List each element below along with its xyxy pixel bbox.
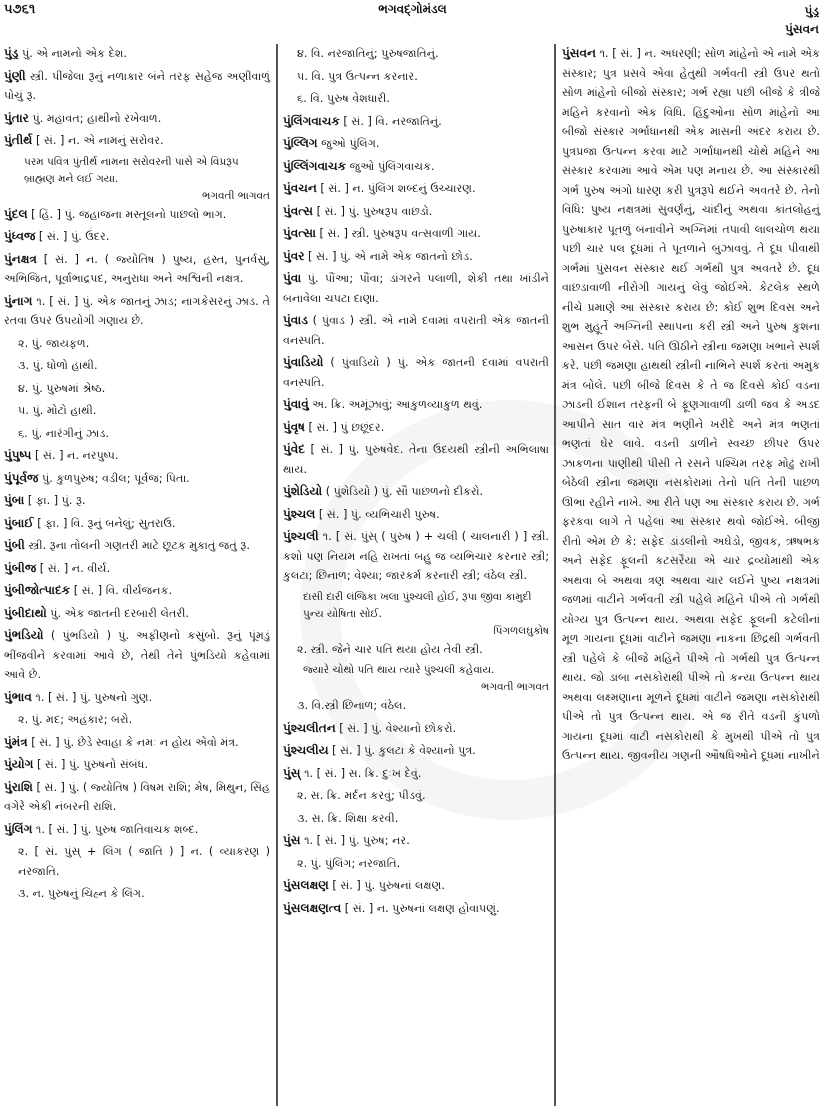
headword: પુંનાગ [4, 293, 33, 308]
dictionary-entry [4, 44, 270, 64]
dictionary-entry [562, 44, 820, 766]
dictionary-entry [283, 311, 549, 350]
sub-sense: ૩. ન. પુરુષનું ચિહ્ન કે લિંગ. [18, 887, 145, 900]
sub-sense: ૨. પું. જાયફળ. [18, 336, 90, 350]
headword: પુંશ્ચલીય [283, 743, 329, 757]
guide-word-top: પુંડ્ર [804, 4, 819, 18]
column-2 [283, 44, 549, 921]
headword: પુંલ્લિંગવાચક [283, 158, 347, 173]
dictionary-entry [283, 134, 549, 154]
definition: [ સં. ] પું. કુલટા કે વેશ્યાનો પુત્ર. [328, 744, 476, 757]
guide-words [785, 2, 819, 38]
headword: પુંરાશિ [4, 779, 33, 794]
definition: સ્ત્રી. પીંજેલા રૂનું નળાકાર બંને તરફ સહેજ અણીવાળું પોચું રૂ. [4, 69, 270, 102]
sub-sense: ૨. સ્ત્રી. જેને ચાર પતિ થયા હોય તેવી સ્ત્રી. [297, 642, 483, 656]
definition: [ સં. ] પું. પુરુષવેદ. તેના ઉદયથી સ્ત્રીની અભિલાષા થાય. [283, 443, 549, 476]
dictionary-entry [283, 157, 549, 177]
headword: પુંદલ [4, 206, 28, 221]
dictionary-entry [283, 764, 549, 784]
quotation-source: ભગવતી ભાગવત [480, 681, 549, 693]
headword: પુંબા [4, 493, 25, 507]
column-1 [4, 44, 270, 907]
headword: પુંબીદાથો [4, 605, 47, 620]
headword: પુંયોગ [4, 757, 34, 771]
definition: પું. એ નામનો એક દેશ. [18, 47, 128, 60]
definition: ૧. [ સં. ] પું. પુરુષ; નર. [300, 834, 410, 847]
definition: [ સં. ] ન. વીર્ય. [36, 561, 111, 575]
headword: પુંબીજ [4, 560, 37, 575]
headword: પુંશ્ચલીતન [283, 720, 336, 735]
definition: પું. કુળપુરુષ; વડીલ; પૂર્વજ; પિતા. [38, 471, 190, 485]
book-title: ભગવદ્ગોમંડલ [378, 2, 447, 16]
dictionary-entry [4, 67, 270, 106]
headword: પુંવા [283, 271, 302, 285]
definition: [ સં. ] ન. પુંલિંગ શબ્દનું ઉચ્ચારણ. [316, 182, 476, 195]
headword: પુંબીજોત્પાદક [4, 583, 71, 597]
definition: ( પુંભડિયો ) પું. અફીણનો કસુંબો. રૂનું પૂંમડું ભીંજવીને કરવામાં આવે છે, તેથી તેને પુંભડિયો કહેવામાં આવે છે. [4, 629, 270, 681]
headword: પુંશેડિયો [283, 484, 323, 498]
quotation: દાસી દારી લંજિકા ખલા પુંશ્ચલી હોઈ, રૂપા જીવા કામુદી પુન્ય યોષિતા સોઈ. [303, 590, 532, 620]
definition: [ સં. ] પું. ( જ્યોતિષ ) વિષમ રાશિ; મેષ, મિથુન, સિંહ વગેરે એકી નંબરની રાશિ. [4, 780, 270, 813]
dictionary-entry [283, 112, 549, 132]
quotation: જ્યારે ચોથો પતિ થાય ત્યારે પુંશ્ચલી કહેવાય. [303, 664, 495, 676]
page-header [0, 0, 825, 44]
dictionary-entry [283, 482, 549, 502]
headword: પુંસલક્ષણ [283, 878, 329, 892]
definition: ૧. [ સં. ] પું. એક જાતનું ઝાડ; નાગકેસરનું ઝાડ. તે રતવા ઉપર ઉપયોગી ગણાય છે. [4, 294, 270, 327]
headword: પુંધ્વજ [4, 229, 36, 243]
dictionary-entry [4, 755, 270, 775]
definition: [ સં. ] વિ. નરજાતિનું. [339, 114, 442, 128]
dictionary-entry [4, 491, 270, 511]
headword: પુંવાડ [283, 313, 308, 327]
dictionary-entry [283, 899, 549, 919]
definition: ૧. [ સં. ] પું. પુરુષનો ગુણ. [31, 690, 153, 704]
quotation-source: ભગવતી ભાગવત [201, 189, 270, 202]
guide-word-bottom: પુંસવન [785, 22, 819, 36]
headword: પુંવેદ [283, 442, 305, 456]
headword: પુંશ્ચલ [283, 506, 316, 521]
dictionary-entry [4, 778, 270, 817]
definition: [ ફા. ] વિ. રૂનું બનેલું; સુતરાઉ. [33, 516, 176, 530]
definition: જુઓ પુંલિંગ. [317, 137, 380, 150]
definition: [ સં. ] સ્ત્રી. પુરુષરૂપ વત્સવાળી ગાય. [315, 227, 481, 240]
sub-sense: ૪. વિ. નરજાતિનું; પુરુષજાતિનું. [297, 47, 439, 60]
dictionary-entry [4, 292, 270, 331]
headword: પુંબાઈ [4, 515, 34, 530]
dictionary-entry [283, 418, 549, 438]
dictionary-entry [4, 227, 270, 247]
headword: પુંલિંગ [4, 821, 33, 836]
definition: [ સં. ] પું. વ્યભિચારી પુરુષ. [315, 507, 440, 521]
sub-sense: ૫. વિ. પુત્ર ઉત્પન્ન કરનાર. [297, 69, 418, 83]
dictionary-entry [4, 205, 270, 225]
definition: [ હિં. ] પું. જહાજના મસ્તૂલનો પાછલો ભાગ. [27, 207, 227, 221]
dictionary-entry [4, 604, 270, 624]
dictionary-entry [4, 581, 270, 601]
dictionary-entry [283, 269, 549, 308]
dictionary-entry [283, 395, 549, 415]
definition: ૧. [ સં. પુંસ્ ( પુરુષ ) + ચલી ( ચાલનારી ) ] સ્ત્રી. કશો પણ નિયમ નહિ રાખતાં બહુ જ વ્યભિચાર કરનાર સ્ત્રી; કુલટા; છિનાળ; વેશ્યા; જારકર્મ કરનારી સ્ત્રી; વંઠેલ સ્ત્રી. [283, 530, 549, 582]
headword: પુંબી [4, 538, 25, 552]
headword: પુંસવન [562, 46, 596, 60]
headword: પુંમંત્ર [4, 734, 28, 749]
dictionary-entry [4, 446, 270, 466]
definition: અ. ક્રિ. અમૂંઝાવું; આકુળવ્યાકુળ થવું. [308, 398, 483, 411]
definition: [ સં. ] પું. છેડે સ્વાહા કે નમઃ ન હોય એવો મંત્ર. [27, 735, 239, 749]
quotation: પરમ પવિત્ર પુંતીર્થ નામના સરોવરની પાસે એ વિપ્રરૂપ બ્રાહ્મણ મને લઈ ગયા. [24, 155, 239, 185]
headword: પુંપૂર્વજ [4, 470, 39, 485]
definition: ( પુંવાડ ) સ્ત્રી. એ નામે દવામાં વપરાતી એક જાતની વનસ્પતિ. [283, 314, 549, 347]
headword: પુંવાડિયો [283, 355, 324, 369]
page-number: ૫૭૬૧ [4, 2, 36, 17]
definition: જુઓ પુંલિંગવાચક. [346, 159, 435, 173]
headword: પુંભાવ [4, 689, 32, 704]
dictionary-entry [4, 131, 270, 151]
headword: પુંવૃષ [283, 419, 305, 434]
dictionary-entry [283, 224, 549, 244]
sub-sense: ૨. સ. ક્રિ. મર્દન કરવું; પીડવું. [297, 789, 426, 802]
definition: [ ફા. ] પું. રૂ. [24, 494, 86, 507]
sub-sense: ૩. વિ.સ્ત્રી છિનાળ; વંઠેલ. [297, 699, 407, 712]
headword: પુંતાર [4, 110, 29, 125]
definition: પું. મહાવત; હાથીનો રખેવાળ. [28, 111, 162, 125]
headword: પુંલિંગવાચક [283, 113, 340, 128]
headword: પુંવર [283, 248, 305, 263]
dictionary-entry [283, 876, 549, 896]
headword: પુંપુષ્પ [4, 448, 32, 462]
dictionary-entry [4, 109, 270, 129]
definition: [ સં. ] ન. ( જ્યોતિષ ) પુષ્ય, હસ્ત, પુનર્વસુ, અભિજિત, પૂર્વાભાદ્રપદ, અનુરાધા અને અશ્વિની નક્ષત્ર. [4, 252, 270, 285]
definition: [ સં. ] ન. એ નામનું સરોવર. [32, 134, 164, 147]
sub-sense: ૩. સ. ક્રિ. શિક્ષા કરવી. [297, 811, 399, 825]
dictionary-entry [4, 250, 270, 289]
definition: [ સં. ] વિ. વીર્યજનક. [70, 584, 173, 597]
headword: પુંવત્સ [283, 203, 314, 218]
definition: [ સં. ] પું. પુરુષનાં લક્ષણ. [328, 879, 445, 892]
headword: પુંણી [4, 68, 26, 83]
definition: પું. પૌંઆ; પૌંવા; ડાંગરને પલાળી, શેકી તથા ખાંડીને બનાવેલા ચપટા દાણા. [283, 272, 549, 305]
headword: પુંસ [283, 833, 301, 847]
dictionary-entry [4, 514, 270, 534]
dictionary-entry [283, 719, 549, 739]
headword: પુંસલક્ષણત્વ [283, 900, 342, 915]
definition: [ સં. ] ન. પુરુષનાં લક્ષણ હોવાપણું. [341, 901, 500, 915]
dictionary-entry [283, 527, 549, 586]
dictionary-entry [283, 353, 549, 392]
headword: પુંલ્લિગ [283, 136, 318, 150]
definition: ૧. [ સં. ] ન. અધરણી; સોળ માંહેનો એ નામે એક સંસ્કાર; પુત્ર પ્રસવે એવા હેતુથી ગર્ભવતી સ્ત્રી ઉપર થતો સોળ માંહેનો બીજો સંસ્કાર; ગર્ભ રહ્યા પછી બીજે કે ત્રીજે મહિને કરવાનો એક વિધિ. હિંદુઓના સોળ માંહેનો આ બીજો સંસ્કાર ગર્ભાધાનથી એક માસની અંદર કરાય છે. પુત્રપ્રજા ઉત્પન્ન કરવા માટે ગર્ભાધાનથી ચોથે મહિને આ સંસ્કાર કરવામાં આવે એમ પણ મનાય છે. આ સંસ્કારથી ગર્ભ પુરુષ અંગો ધારણ કરી પુત્રરૂપે થઈને અવતરે છે. તેનો વિધિ: પુષ્ય નક્ષત્રમાં સુવર્ણનું, ચાંદીનું અથવા કાંતલોહનું પુરુષાકાર પૂતળું બનાવીને અગ્નિમાં તપાવી લાલચોળ થયા પછી ચાર પલ દૂધમાં તે પૂતળાને બુઝાવવું. તે દૂધ પીવાથી ગર્ભમાં પુંસવન સંસ્કાર થઈ ગર્ભથી પુત્ર અવતરે છે. દૂધ વાછડાવાળી નીરોગી ગાયનું લેવું જોઈએ. કેટલેક સ્થળે નીચે પ્રમાણે આ સંસ્કાર કરાય છે: કોઈ શુભ દિવસ અને શુભ મુહૂર્તે અગ્નિની સ્થાપના કરી સ્ત્રી અને પુરુષ કુશના આસન ઉપર બેસે. પતિ ઊઠીને સ્ત્રીના જમણા ખભાને સ્પર્શ કરે. પછી જમણા હાથથી સ્ત્રીની નાભિને સ્પર્શ કરતાં અમુક મંત્ર બોલે. પછી બીજે દિવસ કે તે જ દિવસે કોઈ વડના ઝાડની ઈશાન તરફની બે ફૂણગાવાળી ડાળી જવ કે અડદ આપીને સાત વાર મંત્ર ભણીને ખરીદે અને મંત્ર ભણતાં ભણતાં ઘેર લાવે. વડની ડાળીને સ્વચ્છ છીપર ઉપર ઝાકળના પાણીથી પીસી તે રસને પશ્ચિમ તરફ મોઢું રાખી બેઠેલી સ્ત્રીના જમણા નસકોરામાં તેનો પતિ તેની પાછળ ઊભા રહીને નાખે. આ રીતે પણ આ સંસ્કાર કરાય છે. ગર્ભ ફરકવા લાગે તે પહેલાં આ સંસ્કાર થવો જોઈએ. બીજી રીતો એમ છે કે: સફેદ ડાંડલીનો અઘેડો, જીવક, ઋષભક અને સફેદ ફૂલની કટસરૈયા એ ચાર દ્રવ્યોમાંથી એક અથવા બે અથવા ત્રણ અથવા ચાર લઈને પુષ્ય નક્ષત્રમાં જળમાં વાટીને ગર્ભવતી સ્ત્રી પહેલે મહિને પીએ તો ગર્ભથી યોગ્ય પુત્ર ઉત્પન્ન થાય. અથવા સફેદ ફૂલની કટેલીનાં મૂળ ગાયના દૂધમાં વાટીને જમણા નાકના છિદ્રથી ગર્ભવતી સ્ત્રી પહેલે કે બીજે મહિને પીએ તો ગર્ભથી પુત્ર ઉત્પન્ન થાય. જો ડાબા નસકોરાથી પીએ તો કન્યા ઉત્પન્ન થાય અથવા લક્ષ્મણાના મૂળને દૂધમાં વાટીને જમણા નસકોરાથી પીએ તો પુત્ર ઉત્પન્ન થાય. એ જ રીતે વડની કુંપળો ગાયના દૂધમાં વાટી નસકોરાથી કે મુખથી પીએ તો પુત્ર ઉત્પન્ન થાય. જીવનીય ગણની ઔષધિઓને દૂધમાં નાખીને [562, 47, 820, 762]
sub-sense: ૨. પું. મદ; અહંકાર; બરો. [18, 713, 133, 726]
dictionary-entry [283, 505, 549, 525]
headword: પુંડ્ર [4, 46, 19, 60]
definition: [ સં. ] પું. ઉંદર. [35, 230, 110, 243]
definition: [ સં. ] પું. પુરુષરૂપ વાછડો. [313, 204, 433, 218]
dictionary-entry [4, 733, 270, 753]
definition: [ સં. ] ન. નરપુષ્પ. [31, 449, 119, 462]
sub-sense: ૪. પું. પુરુષમાં શ્રેષ્ઠ. [18, 381, 106, 395]
dictionary-entry [4, 469, 270, 489]
definition: ( પુંશેડિયો ) પું. સૌ પાછળનો દીકરો. [322, 485, 484, 498]
definition: [ સં. ] પું. પુરુષનો સંબંધ. [33, 758, 149, 771]
headword: પુંવચન [283, 181, 317, 195]
definition: [ સં. ] પું છછૂંદર. [304, 420, 385, 434]
dictionary-entry [4, 559, 270, 579]
definition: [ સં. ] પું. વેશ્યાનો છોકરો. [335, 721, 457, 735]
definition: ૧. [ સં. ] સ. ક્રિ. દુઃખ દેવું. [300, 766, 422, 780]
sub-sense: ૬. પું. નારંગીનું ઝાડ. [18, 426, 109, 440]
headword: પુંભડિયો [4, 628, 44, 642]
sub-sense: ૨. પું. પુંલિંગ; નરજાતિ. [297, 856, 401, 870]
definition: સ્ત્રી. રૂના તોલની ગણતરી માટે છૂટક મુકાતું જતું રૂ. [24, 539, 250, 552]
definition: પું. એક જાતની દરબારી લેતરી. [46, 606, 189, 620]
headword: પુંનક્ષત્ર [4, 251, 37, 266]
definition: [ સં. ] પું. એ નામે એક જાતનો છોડ. [304, 249, 473, 263]
definition: ૧. [ સં. ] પું. પુરુષ જાતિવાચક શબ્દ. [32, 822, 199, 836]
column-divider [276, 44, 278, 1106]
sub-sense: ૬. વિ. પુરુષ વેશધારી. [297, 92, 390, 105]
dictionary-entry [4, 820, 270, 840]
dictionary-entry [4, 626, 270, 685]
dictionary-entry [283, 440, 549, 479]
sub-sense: ૩. પું. ધોળો હાથી. [18, 359, 98, 372]
column-3 [562, 44, 820, 769]
dictionary-entry [283, 179, 549, 199]
headword: પુંતીર્થ [4, 133, 33, 147]
sub-sense: ૨. [ સં. પુંસ્ + લિંગ ( જાતિ ) ] ન. ( વ્યાકરણ ) નરજાતિ. [18, 845, 270, 878]
sub-sense: ૫. પું. મોટો હાથી. [18, 404, 97, 417]
definition: ( પુંવાડિયો ) પું. એક જાતની દવામાં વપરાતી વનસ્પતિ. [283, 356, 549, 389]
dictionary-entry [283, 831, 549, 851]
headword: પુંવત્સા [283, 226, 316, 240]
dictionary-entry [283, 247, 549, 267]
dictionary-entry [4, 536, 270, 556]
column-divider [554, 44, 556, 1106]
headword: પુંવાવું [283, 397, 309, 411]
quotation-source: પિંગળલઘુકોષ [493, 624, 549, 637]
dictionary-entry [283, 741, 549, 761]
dictionary-entry [4, 688, 270, 708]
dictionary-entry [283, 202, 549, 222]
headword: પુંસ્ [283, 765, 301, 780]
headword: પુંશ્ચલી [283, 529, 319, 543]
